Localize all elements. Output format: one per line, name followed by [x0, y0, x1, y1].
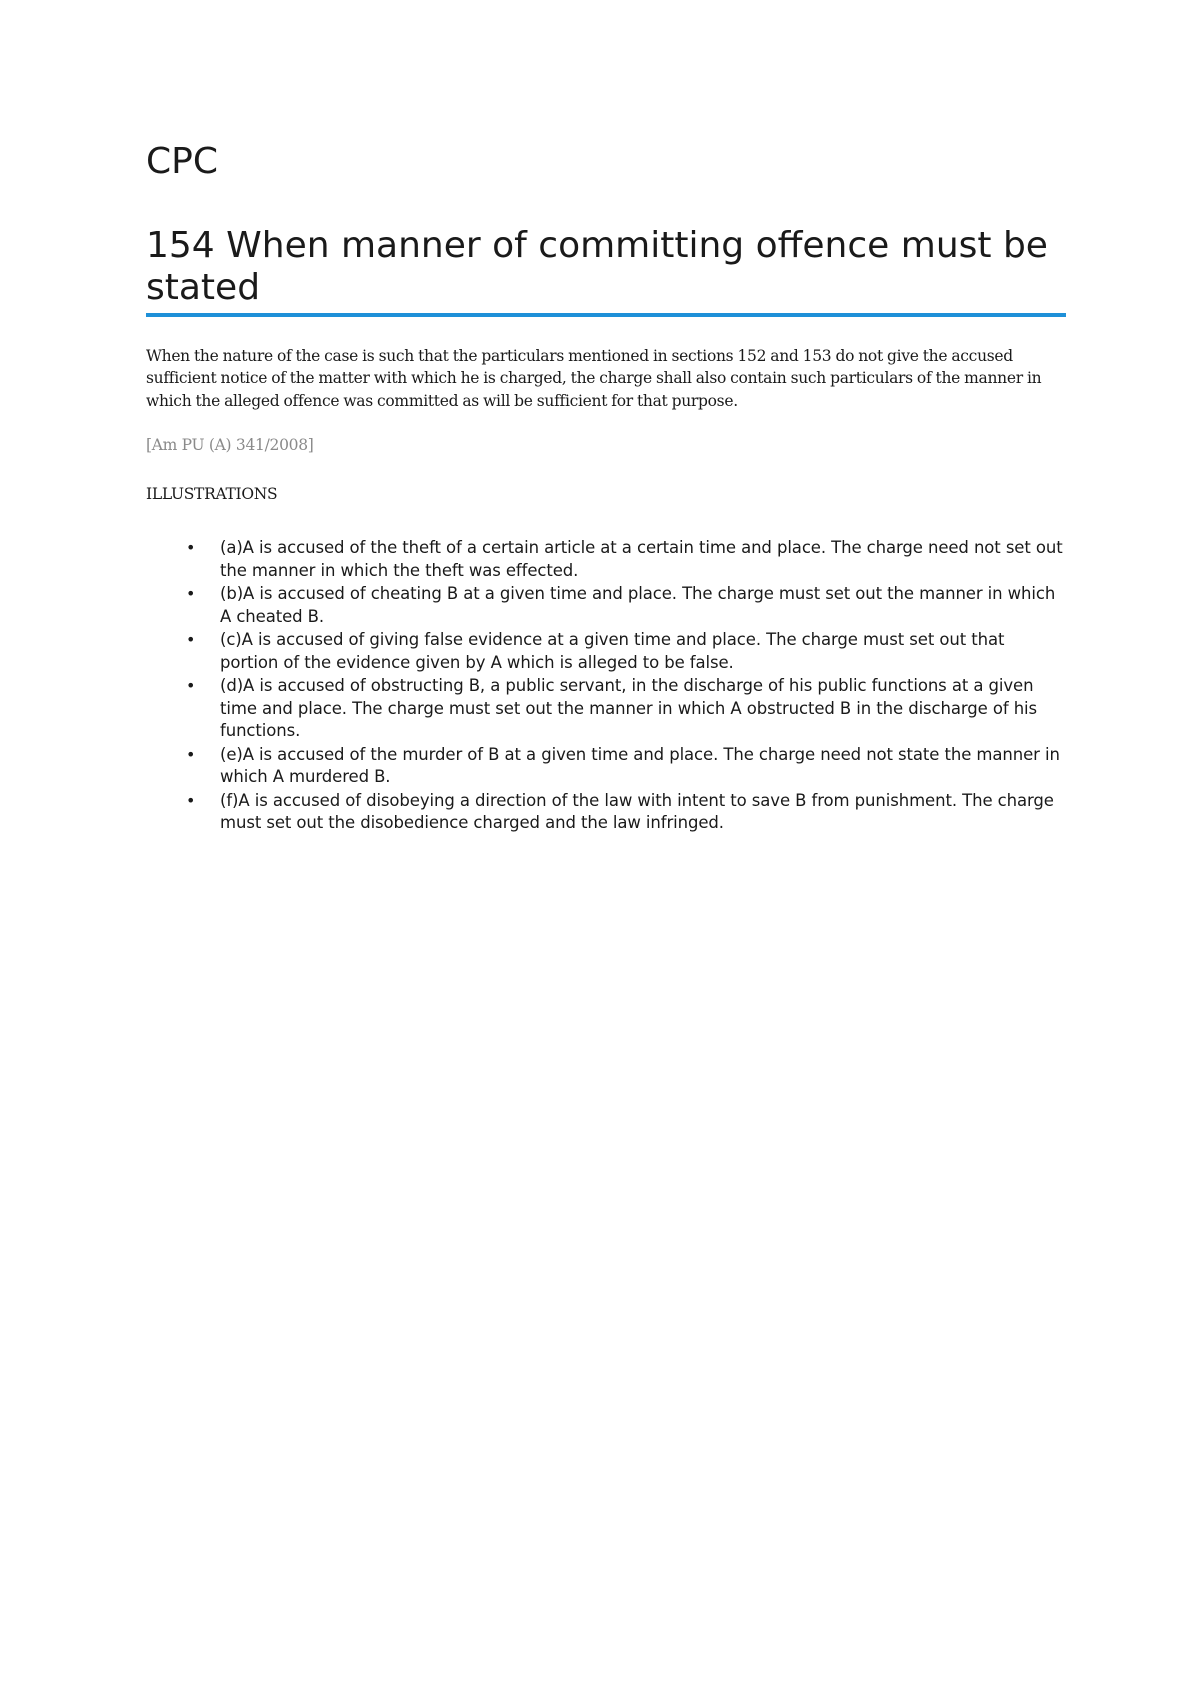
illustrations-list — [146, 537, 1066, 835]
document-title: CPC — [146, 141, 218, 182]
illustration-text: (c)A is accused of giving false evidence at a given time and place. The charge must set out that portion of the evidence given by A which is alleged to be false. — [220, 630, 1005, 672]
bullet-icon: • — [186, 538, 196, 558]
illustrations-label: ILLUSTRATIONS — [146, 485, 278, 504]
bullet-icon: • — [186, 584, 196, 604]
list-item — [146, 583, 1066, 628]
heading-underline-rule — [146, 313, 1066, 317]
list-item — [146, 537, 1066, 582]
illustration-text: (d)A is accused of obstructing B, a public servant, in the discharge of his public functions at a given time and place. The charge must set out the manner in which A obstructed B in the discharge of his functions. — [220, 676, 1038, 741]
section-heading: 154 When manner of committing offence must be stated — [146, 225, 1048, 308]
illustration-text: (a)A is accused of the theft of a certain article at a certain time and place. The charge need not set out the manner in which the theft was effected. — [220, 538, 1063, 580]
bullet-icon: • — [186, 630, 196, 650]
illustration-text: (b)A is accused of cheating B at a given time and place. The charge must set out the manner in which A cheated B. — [220, 584, 1056, 626]
document-content — [146, 140, 1066, 836]
amendment-note: [Am PU (A) 341/2008] — [146, 436, 314, 455]
list-item — [146, 744, 1066, 789]
list-item — [146, 675, 1066, 743]
list-item — [146, 629, 1066, 674]
illustration-text: (f)A is accused of disobeying a direction of the law with intent to save B from punishment. The charge must set out the disobedience charged and the law infringed. — [220, 790, 1054, 833]
bullet-icon: • — [186, 790, 196, 810]
bullet-icon: • — [186, 676, 196, 696]
bullet-icon: • — [186, 744, 196, 764]
illustration-text: (e)A is accused of the murder of B at a given time and place. The charge need not state the manner in which A murdered B. — [220, 744, 1060, 787]
section-body-paragraph: When the nature of the case is such that the particulars mentioned in sections 152 and 153 do not give the accused sufficient notice of the matter with which he is charged, the charge shall also contain such particulars of the manner in which the alleged offence was committed as will be sufficient for that purpose. — [146, 346, 1042, 410]
list-item — [146, 790, 1066, 835]
